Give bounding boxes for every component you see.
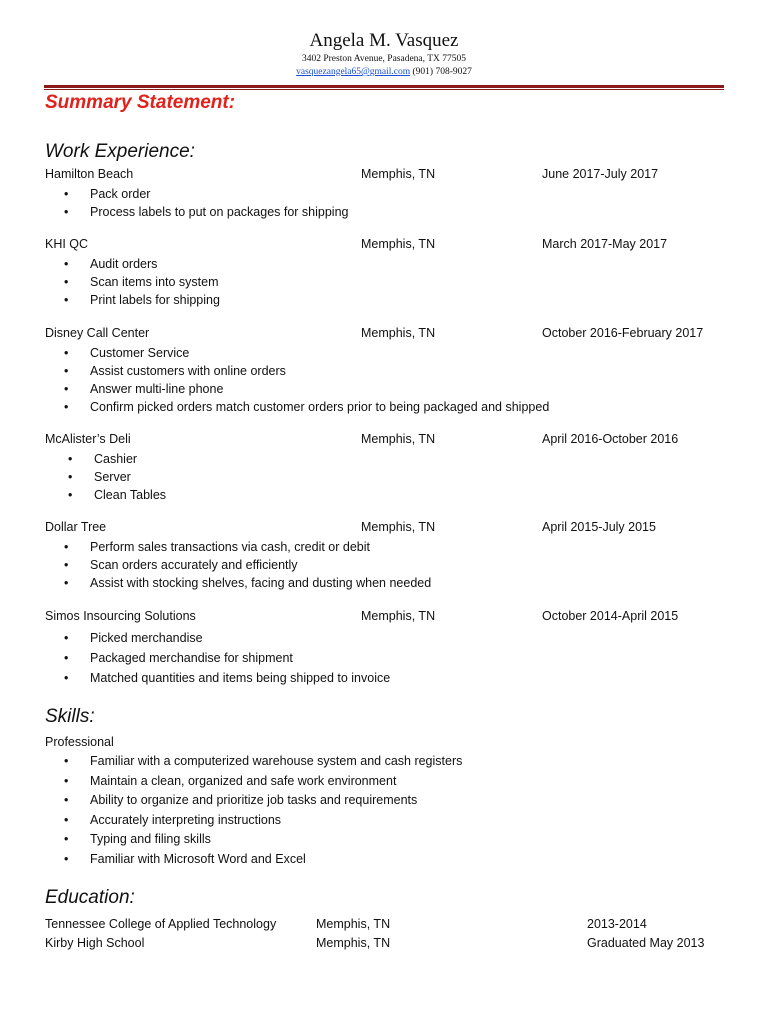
skills-label: Professional	[45, 735, 114, 749]
phone-number: (901) 708-9027	[412, 67, 472, 77]
job-dates: October 2016-February 2017	[542, 326, 704, 340]
duty-item: • Process labels to put on packages for shipping	[64, 203, 349, 221]
summary-heading: Summary Statement:	[45, 92, 236, 113]
job-row	[45, 432, 745, 450]
job-employer: Simos Insourcing Solutions	[45, 609, 196, 623]
work-experience-heading: Work Experience:	[45, 141, 195, 162]
skill-item: • Accurately interpreting instructions	[64, 811, 462, 831]
job-duties	[64, 185, 349, 221]
job-row	[45, 237, 745, 255]
skills-heading: Skills:	[45, 706, 95, 727]
job-employer: KHI QC	[45, 237, 89, 251]
education-row	[45, 936, 745, 954]
job-employer: Dollar Tree	[45, 520, 107, 534]
contact-line	[0, 66, 768, 79]
duty-item: • Clean Tables	[68, 486, 166, 504]
job-dates: April 2015-July 2015	[542, 520, 656, 534]
header-divider-thin	[44, 89, 724, 90]
skill-item: • Familiar with a computerized warehouse system and cash registers	[64, 752, 462, 772]
skill-item: • Familiar with Microsoft Word and Excel	[64, 850, 462, 870]
job-duties	[64, 628, 390, 688]
applicant-name: Angela M. Vasquez	[309, 30, 459, 51]
education-school: Kirby High School	[45, 936, 145, 950]
applicant-address: 3402 Preston Avenue, Pasadena, TX 77505	[301, 54, 467, 64]
duty-item: • Matched quantities and items being shipped to invoice	[64, 668, 390, 688]
job-dates: April 2016-October 2016	[542, 432, 679, 446]
job-location: Memphis, TN	[361, 432, 436, 446]
duty-item: • Server	[68, 468, 166, 486]
job-dates: October 2014-April 2015	[542, 609, 679, 623]
skill-item: • Typing and filing skills	[64, 830, 462, 850]
job-duties	[64, 538, 431, 592]
education-dates: Graduated May 2013	[587, 936, 705, 950]
duty-item: • Cashier	[68, 450, 166, 468]
duty-item: • Audit orders	[64, 255, 220, 273]
job-row	[45, 520, 745, 538]
duty-item: • Pack order	[64, 185, 349, 203]
job-row	[45, 326, 745, 344]
job-employer: McAlister’s Deli	[45, 432, 131, 446]
duty-item: • Assist customers with online orders	[64, 362, 549, 380]
email-link[interactable]: vasquezangela65@gmail.com	[296, 67, 411, 77]
duty-item: • Confirm picked orders match customer orders prior to being packaged and shipped	[64, 398, 549, 416]
skill-item: • Maintain a clean, organized and safe work environment	[64, 772, 462, 792]
duty-item: • Assist with stocking shelves, facing and dusting when needed	[64, 574, 431, 592]
duty-item: • Print labels for shipping	[64, 291, 220, 309]
job-duties	[64, 344, 549, 416]
header-divider	[44, 85, 724, 88]
duty-item: • Scan orders accurately and efficiently	[64, 556, 431, 574]
resume-header	[0, 30, 768, 79]
job-row	[45, 609, 745, 627]
education-location: Memphis, TN	[316, 936, 391, 950]
job-employer: Disney Call Center	[45, 326, 150, 340]
skills-list	[64, 752, 462, 870]
job-location: Memphis, TN	[361, 609, 436, 623]
job-duties	[64, 255, 220, 309]
job-location: Memphis, TN	[361, 326, 436, 340]
duty-item: • Picked merchandise	[64, 628, 390, 648]
education-dates: 2013-2014	[587, 917, 647, 931]
education-heading: Education:	[45, 887, 135, 908]
duty-item: • Perform sales transactions via cash, credit or debit	[64, 538, 431, 556]
education-row	[45, 917, 745, 935]
job-dates: June 2017-July 2017	[542, 167, 659, 181]
education-school: Tennessee College of Applied Technology	[45, 917, 277, 931]
duty-item: • Packaged merchandise for shipment	[64, 648, 390, 668]
duty-item: • Answer multi-line phone	[64, 380, 549, 398]
job-duties	[68, 450, 166, 504]
education-location: Memphis, TN	[316, 917, 391, 931]
job-location: Memphis, TN	[361, 237, 436, 251]
job-location: Memphis, TN	[361, 167, 436, 181]
duty-item: • Scan items into system	[64, 273, 220, 291]
job-employer: Hamilton Beach	[45, 167, 134, 181]
duty-item: • Customer Service	[64, 344, 549, 362]
skill-item: • Ability to organize and prioritize job tasks and requirements	[64, 791, 462, 811]
job-row	[45, 167, 745, 185]
job-dates: March 2017-May 2017	[542, 237, 668, 251]
job-location: Memphis, TN	[361, 520, 436, 534]
